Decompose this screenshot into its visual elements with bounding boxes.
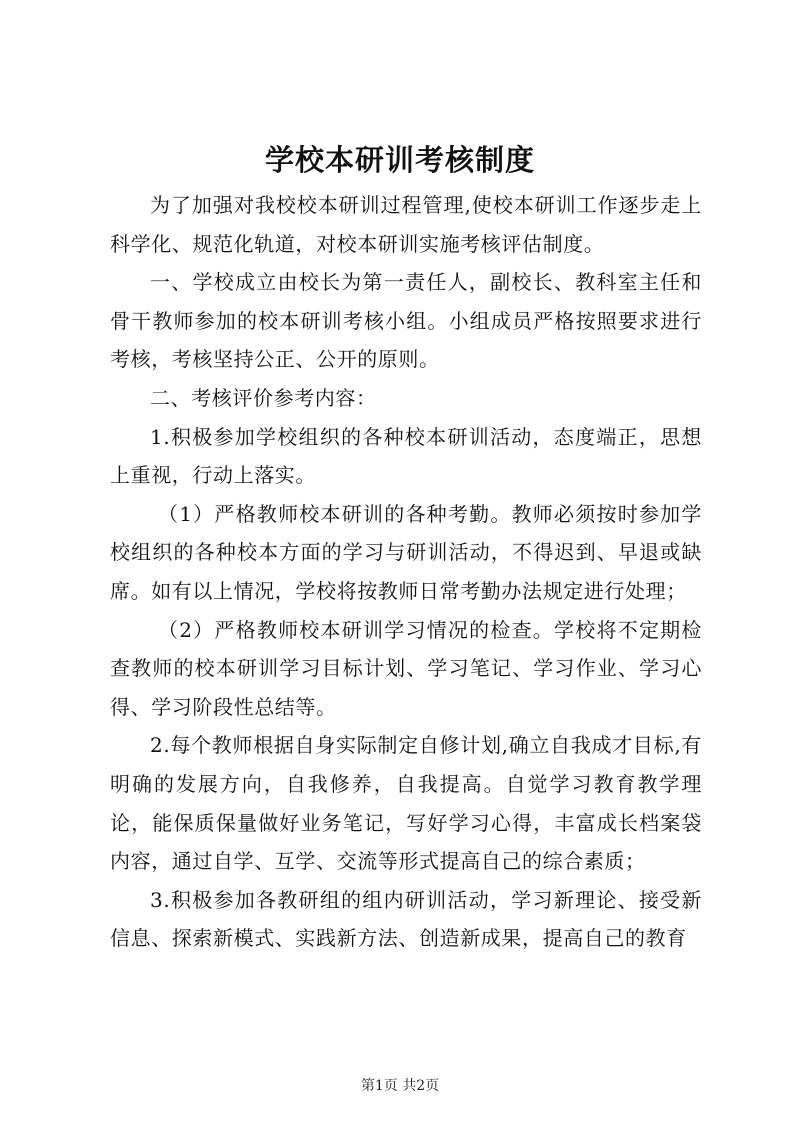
page-number-footer: 第1页 共2页 bbox=[360, 1078, 440, 1094]
paragraph-section-2-heading: 二、考核评价参考内容： bbox=[150, 385, 377, 410]
paragraph-subitem-2: （2）严格教师校本研训学习情况的检查。学校将不定期检查教师的校本研训学习目标计划、学习笔记、学习作业、学习心得、学习阶段性总结等。 bbox=[110, 617, 702, 719]
paragraph-item-3: 3.积极参加各教研组的组内研训活动，学习新理论、接受新信息、探索新模式、实践新方法、创造新成果，提高自己的教育 bbox=[110, 887, 702, 951]
paragraph-section-1: 一、学校成立由校长为第一责任人，副校长、教科室主任和骨干教师参加的校本研训考核小组。小组成员严格按照要求进行考核，考核坚持公正、公开的原则。 bbox=[110, 270, 702, 372]
paragraph-item-1: 1.积极参加学校组织的各种校本研训活动，态度端正，思想上重视，行动上落实。 bbox=[110, 424, 702, 488]
paragraph-item-2: 2.每个教师根据自身实际制定自修计划,确立自我成才目标,有明确的发展方向，自我修养，自我提高。自觉学习教育教学理论，能保质保量做好业务笔记，写好学习心得，丰富成长档案袋内容，通过自学、互学、交流等形式提高自己的综合素质； bbox=[110, 733, 702, 874]
document-title: 学校本研训考核制度 bbox=[264, 143, 535, 177]
paragraph-intro: 为了加强对我校校本研训过程管理,使校本研训工作逐步走上科学化、规范化轨道，对校本研训实施考核评估制度。 bbox=[110, 193, 702, 256]
paragraph-subitem-1: （1）严格教师校本研训的各种考勤。教师必须按时参加学校组织的各种校本方面的学习与研训活动，不得迟到、早退或缺席。如有以上情况，学校将按教师日常考勤办法规定进行处理； bbox=[110, 501, 702, 603]
document-body bbox=[110, 186, 702, 958]
